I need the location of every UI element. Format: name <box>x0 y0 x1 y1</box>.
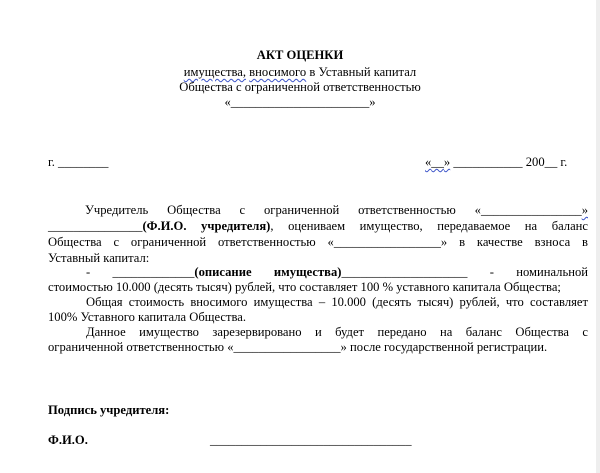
date-quote-open: « <box>425 155 432 169</box>
company-name-blank: «______________________» <box>224 95 376 109</box>
date-field <box>425 155 567 170</box>
date-quote-close: » <box>443 155 451 169</box>
property-item-line-2: стоимостью 10.000 (десять тысяч) рублей, что составляет 100 % уставного капитала Общества; <box>48 280 561 294</box>
p1-l2-blank: _______________ <box>48 219 143 233</box>
paragraph-1-line-3: Общества с ограниченной ответственностью «_________________» в качестве взноса в <box>48 235 588 249</box>
item-blank-1: _____________ <box>112 265 195 279</box>
reserve-line-1: Данное имущество зарезервировано и будет передано на баланс Общества с <box>86 325 588 339</box>
date-day-blank: __ <box>431 155 444 169</box>
subtitle-word-contributed: вносимого <box>249 65 307 79</box>
reserve-line-2: ограниченной ответственностью «_________________» после государственной регистрации. <box>48 340 548 354</box>
p1-l1-text: Учредитель Общества с ограниченной ответственностью « <box>85 203 481 217</box>
p1-l1-quote: » <box>581 203 588 217</box>
item-rest: - номинальной <box>489 265 588 279</box>
total-line-2: 100% Уставного капитала Общества. <box>48 310 246 324</box>
subtitle-line-3: Общества с ограниченной ответственностью <box>179 80 421 94</box>
paragraph-1-line-1 <box>85 203 588 218</box>
date-rest: ___________ 200__ г. <box>450 155 568 169</box>
p1-l2-fio: (Ф.И.О. учредителя) <box>142 219 271 233</box>
document-title: АКТ ОЦЕНКИ <box>256 48 344 62</box>
property-item-line-1 <box>86 265 588 280</box>
fio-line: ________________________________ <box>210 433 412 447</box>
page-edge <box>596 0 600 473</box>
total-line-1: Общая стоимость вносимого имущества – 10.000 (десять тысяч) рублей, что составляет <box>86 295 588 309</box>
city-field: г. ________ <box>48 155 109 169</box>
item-description: (описание имущества) <box>194 265 342 279</box>
fio-label: Ф.И.О. <box>48 433 88 447</box>
paragraph-1-line-4: Уставный капитал: <box>48 251 150 265</box>
item-dash: - <box>86 265 91 279</box>
subtitle-word-property: имущества, <box>183 65 246 79</box>
subtitle-line-2 <box>0 65 600 80</box>
p1-l2-rest: , оцениваем имущество, передаваемое на баланс <box>270 219 589 233</box>
paragraph-1-line-2 <box>48 219 588 234</box>
signature-label: Подпись учредителя: <box>48 403 170 417</box>
subtitle-rest: в Уставный капитал <box>306 65 417 79</box>
item-blank-2: ____________________ <box>341 265 468 279</box>
p1-l1-blank: ________________ <box>480 203 582 217</box>
